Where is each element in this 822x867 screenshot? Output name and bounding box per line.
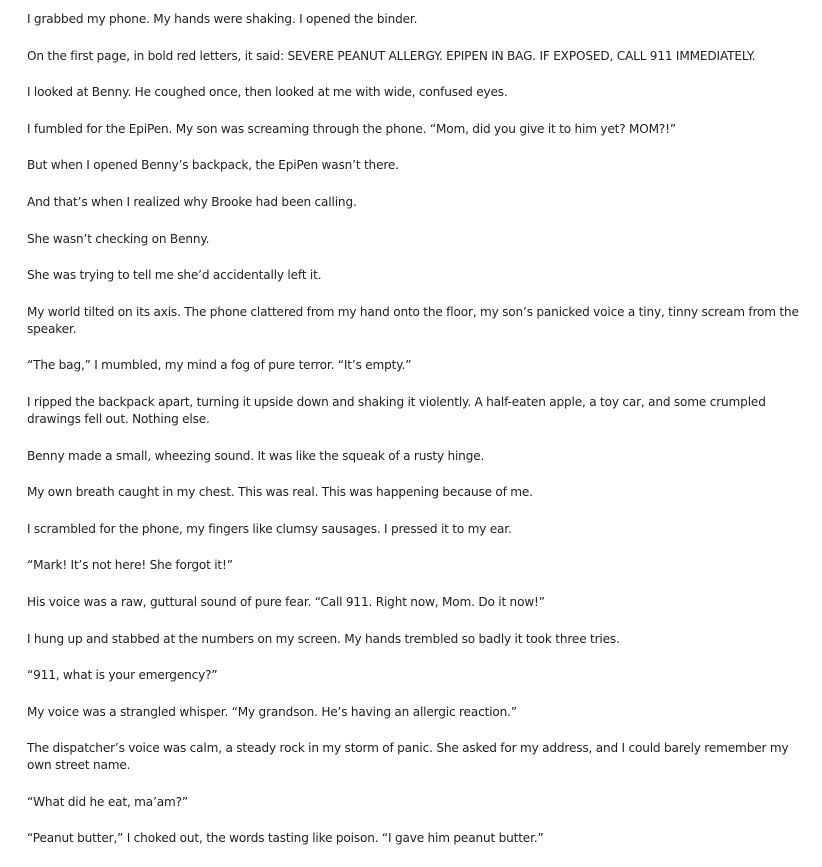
paragraph: I ripped the backpack apart, turning it upside down and shaking it violently. A half-eaten apple, a toy car, and some crumpled drawings fell out. Nothing else. bbox=[27, 394, 766, 426]
paragraph: On the first page, in bold red letters, it said: SEVERE PEANUT ALLERGY. EPIPEN IN BAG. IF EXPOSED, CALL 911 IMMEDIATELY. bbox=[27, 48, 756, 63]
paragraph: I fumbled for the EpiPen. My son was screaming through the phone. “Mom, did you give it to him yet? MOM?!” bbox=[27, 121, 677, 136]
paragraph: The dispatcher’s voice was calm, a steady rock in my storm of panic. She asked for my address, and I could barely remember my own street name. bbox=[27, 741, 789, 773]
paragraph: My world tilted on its axis. The phone clattered from my hand onto the floor, my son’s panicked voice a tiny, tinny scream from the speaker. bbox=[27, 304, 799, 336]
paragraph: His voice was a raw, guttural sound of pure fear. “Call 911. Right now, Mom. Do it now!” bbox=[27, 594, 545, 609]
paragraph: “The bag,” I mumbled, my mind a fog of pure terror. “It’s empty.” bbox=[27, 358, 412, 373]
paragraph: I looked at Benny. He coughed once, then looked at me with wide, confused eyes. bbox=[27, 85, 508, 100]
paragraph: “Peanut butter,” I choked out, the words tasting like poison. “I gave him peanut butter.” bbox=[27, 831, 544, 846]
paragraph: And that’s when I realized why Brooke had been calling. bbox=[27, 194, 357, 209]
paragraph: But when I opened Benny’s backpack, the EpiPen wasn’t there. bbox=[27, 158, 399, 173]
paragraph: I grabbed my phone. My hands were shaking. I opened the binder. bbox=[27, 12, 418, 26]
paragraph: My own breath caught in my chest. This was real. This was happening because of me. bbox=[27, 485, 533, 500]
paragraph: “911, what is your emergency?” bbox=[27, 668, 218, 683]
paragraph: She wasn’t checking on Benny. bbox=[27, 231, 210, 246]
story-text bbox=[27, 11, 802, 867]
paragraph: My voice was a strangled whisper. “My grandson. He’s having an allergic reaction.” bbox=[27, 704, 517, 719]
paragraph: Benny made a small, wheezing sound. It was like the squeak of a rusty hinge. bbox=[27, 448, 485, 463]
paragraph: “Mark! It’s not here! She forgot it!” bbox=[27, 558, 233, 573]
paragraph: I scrambled for the phone, my fingers like clumsy sausages. I pressed it to my ear. bbox=[27, 521, 512, 536]
paragraph: “What did he eat, ma’am?” bbox=[27, 794, 189, 809]
paragraph: She was trying to tell me she’d accidentally left it. bbox=[27, 268, 322, 283]
paragraph: I hung up and stabbed at the numbers on my screen. My hands trembled so badly it took three tries. bbox=[27, 631, 620, 646]
